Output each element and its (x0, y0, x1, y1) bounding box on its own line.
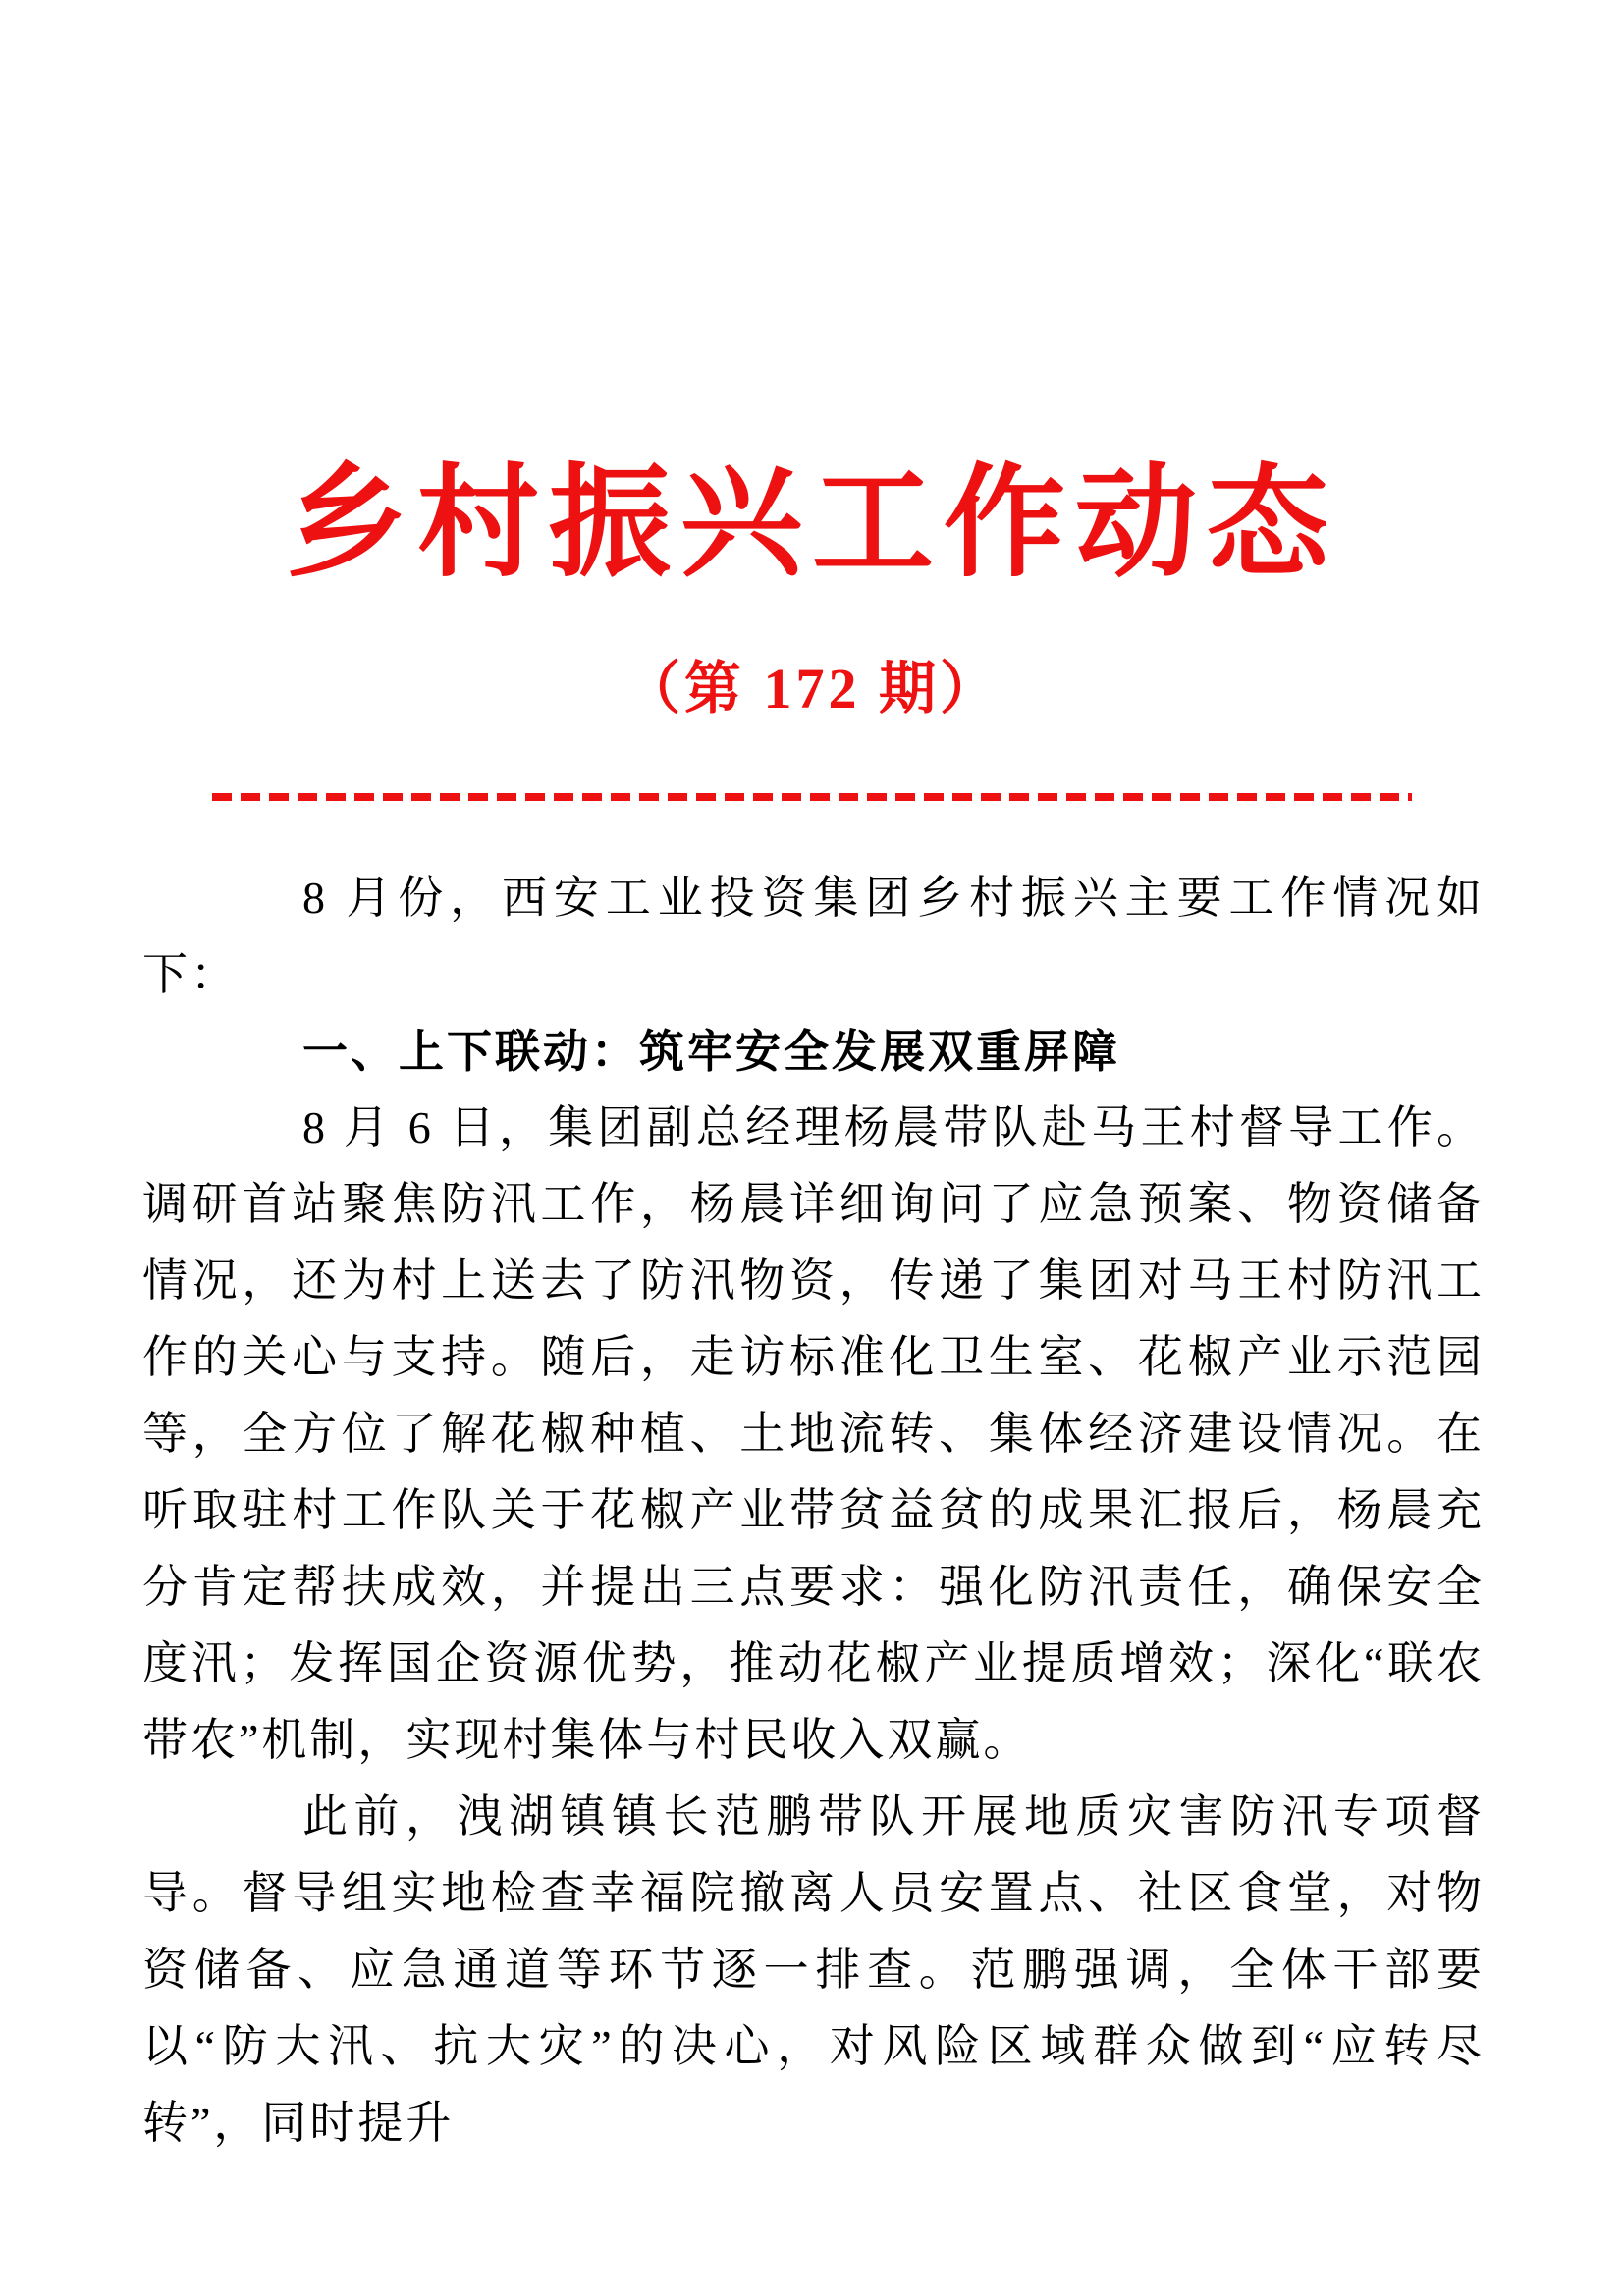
document-title: 乡村振兴工作动态 (285, 456, 1338, 591)
document-body (142, 860, 1485, 2162)
body-paragraph-1: 8 月 6 日，集团副总经理杨晨带队赴马王村督导工作。调研首站聚焦防汛工作，杨晨详细询问了应急预案、物资储备情况，还为村上送去了防汛物资，传递了集团对马王村防汛工作的关心与支持。随后，走访标准化卫生室、花椒产业示范园等，全方位了解花椒种植、土地流转、集体经济建设情况。在听取驻村工作队关于花椒产业带贫益贫的成果汇报后，杨晨充分肯定帮扶成效，并提出三点要求：强化防汛责任，确保安全度汛；发挥国企资源优势，推动花椒产业提质增效；深化“联农带农”机制，实现村集体与村民收入双赢。 (142, 1102, 1485, 1766)
intro-paragraph: 8 月份，西安工业投资集团乡村振兴主要工作情况如下： (142, 873, 1485, 1000)
section-heading: 一、上下联动：筑牢安全发展双重屏障 (302, 1026, 1120, 1078)
issue-number: （第 172 期） (623, 656, 1001, 721)
body-paragraph-2: 此前，洩湖镇镇长范鹏带队开展地质灾害防汛专项督导。督导组实地检查幸福院撤离人员安置点、社区食堂，对物资储备、应急通道等环节逐一排查。范鹏强调，全体干部要以“防大汛、抗大灾”的决心，对风险区域群众做到“应转尽转”，同时提升 (142, 1791, 1485, 2149)
dashed-separator (212, 793, 1412, 801)
